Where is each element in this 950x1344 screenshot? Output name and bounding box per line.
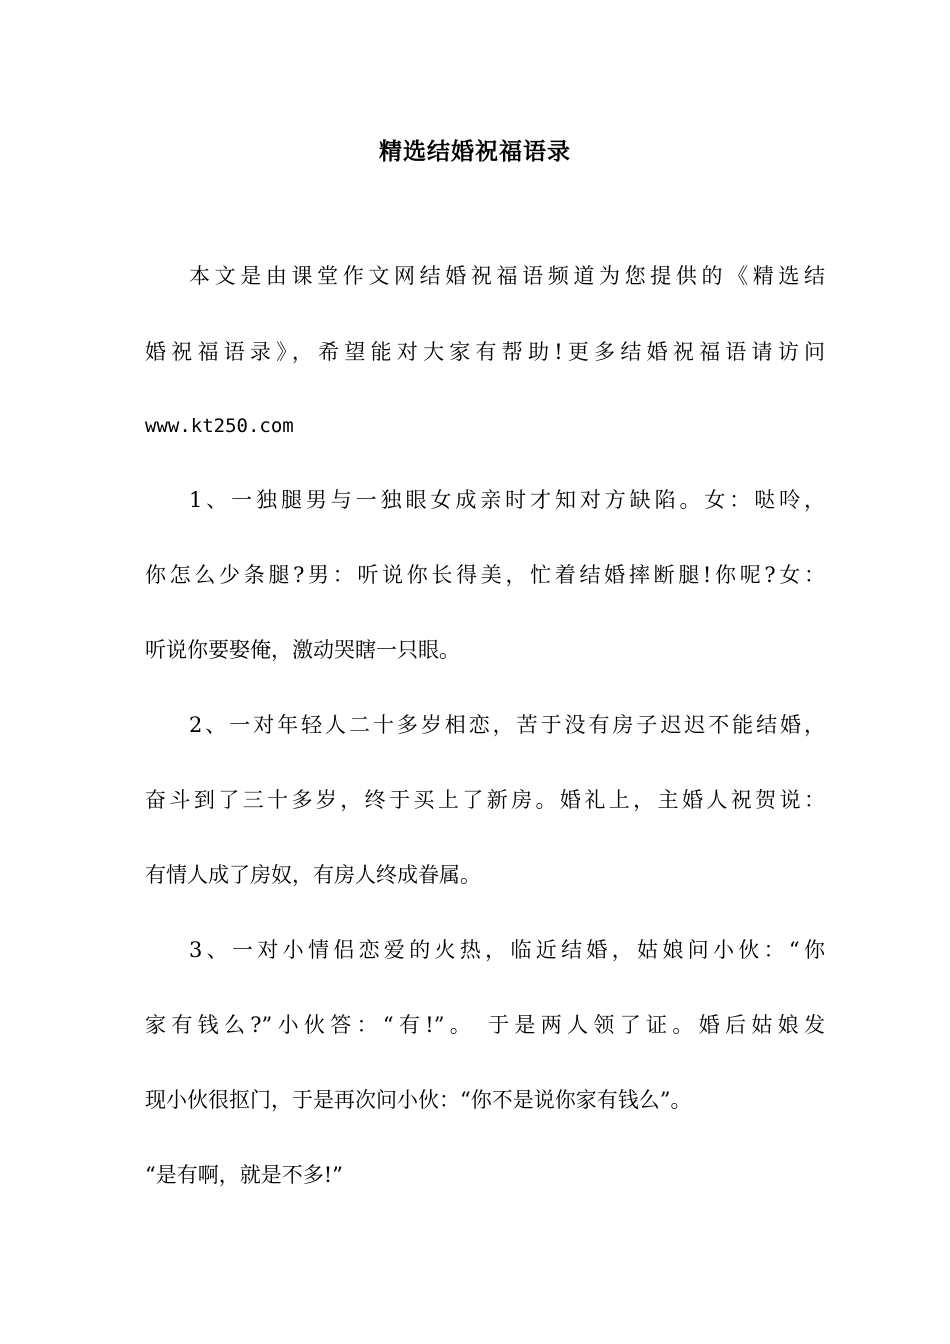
paragraph-line: 有情人成了房奴，有房人终成眷属。: [145, 863, 481, 887]
paragraph-line: 2、一对年轻人二十多岁相恋，苦于没有房子迟迟不能结婚，: [189, 713, 825, 737]
paragraph-line: 1、一独腿男与一独眼女成亲时才知对方缺陷。女：哒呤，: [189, 488, 825, 512]
paragraph-line: 3、一对小情侣恋爱的火热，临近结婚，姑娘问小伙：“你: [189, 938, 825, 962]
paragraph-line: 婚祝福语录》，希望能对大家有帮助!更多结婚祝福语请访问: [145, 340, 825, 364]
paragraph-line: 你怎么少条腿?男：听说你长得美，忙着结婚摔断腿!你呢?女：: [145, 563, 825, 587]
paragraph-line: 本文是由课堂作文网结婚祝福语频道为您提供的《精选结: [189, 264, 825, 288]
paragraph-link-text: www.kt250.com: [145, 415, 294, 437]
paragraph-line: 家有钱么?”小伙答：“有!”。 于是两人领了证。婚后姑娘发: [145, 1013, 825, 1037]
paragraph-line: 现小伙很抠门，于是再次问小伙：“你不是说你家有钱么”。: [145, 1088, 692, 1112]
paragraph-line: 听说你要娶俺，激动哭瞎一只眼。: [145, 638, 460, 662]
paragraph-line: 奋斗到了三十多岁，终于买上了新房。婚礼上，主婚人祝贺说：: [145, 788, 825, 812]
document-title: 精选结婚祝福语录: [379, 139, 571, 165]
paragraph-line: “是有啊，就是不多!”: [145, 1163, 343, 1187]
